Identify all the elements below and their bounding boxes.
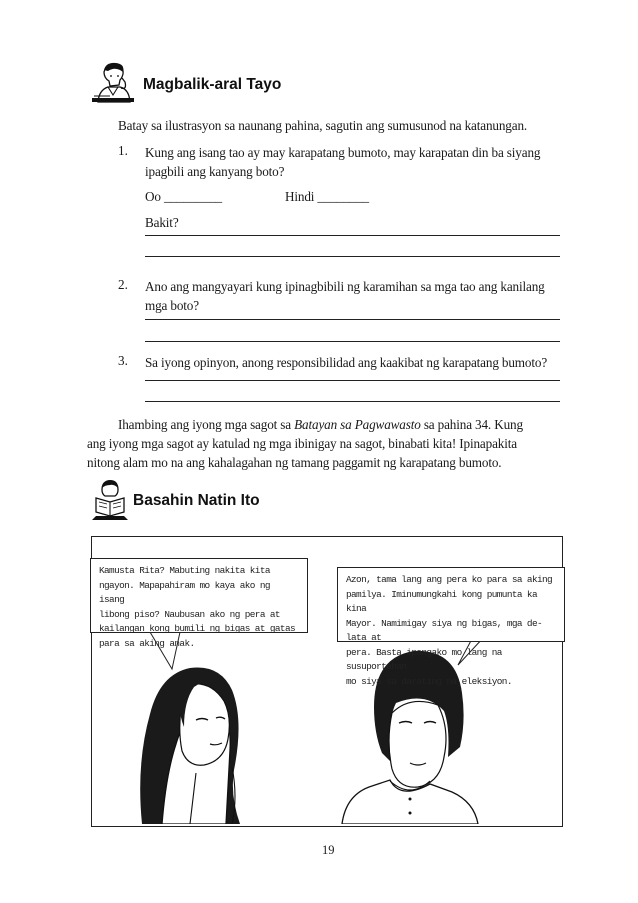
answer-line-q1-1[interactable] (145, 235, 560, 236)
question-2-line-1: Ano ang mangyayari kung ipinagbibili ng karamihan sa mga tao ang kanilang (145, 279, 545, 294)
question-1-number: 1. (118, 143, 128, 158)
hindi-answer-blank[interactable]: Hindi ________ (285, 189, 369, 204)
speech-bubble-left: Kamusta Rita? Mabuting nakita kita ngayon. Mapapahiram mo kaya ako ng isang libong piso? Naubusan ako ng pera at kailangan kong bumili ng bigas at gatas para sa aking anak. (90, 558, 308, 633)
page-number: 19 (322, 843, 335, 857)
closing-line-1 (118, 415, 523, 434)
answer-key-reference: Batayan sa Pagwawasto (294, 417, 421, 432)
thinking-person-icon (90, 58, 136, 104)
question-3-line-1: Sa iyong opinyon, anong responsibilidad ang kaakibat ng karapatang bumoto? (145, 355, 548, 370)
closing-line-3: nitong alam mo na ang kahalagahan ng tamang paggamit ng karapatang bumoto. (87, 455, 502, 470)
closing-line-1-pre: Ihambing ang iyong mga sagot sa (118, 417, 295, 432)
answer-line-q3-2[interactable] (145, 401, 560, 402)
bakit-label: Bakit? (145, 215, 179, 230)
answer-line-q2-1[interactable] (145, 319, 560, 320)
closing-line-2: ang iyong mga sagot ay katulad ng mga ibinigay na sagot, binabati kita! Ipinapakita (87, 436, 517, 451)
answer-line-q3-1[interactable] (145, 380, 560, 381)
answer-line-q2-2[interactable] (145, 341, 560, 342)
question-2-line-2: mga boto? (145, 298, 199, 313)
question-1-line-1: Kung ang isang tao ay may karapatang bumoto, may karapatan din ba siyang (145, 145, 541, 160)
question-2-number: 2. (118, 277, 128, 292)
intro-text: Batay sa ilustrasyon sa naunang pahina, sagutin ang sumusunod na katanungan. (118, 118, 528, 133)
closing-line-1-post: sa pahina 34. Kung (420, 417, 523, 432)
question-1-line-2: ipagbili ang kanyang boto? (145, 164, 285, 179)
answer-line-q1-2[interactable] (145, 256, 560, 257)
section-title-magbalik-aral: Magbalik-aral Tayo (143, 76, 282, 93)
woman-azon-figure (140, 667, 240, 824)
question-3-number: 3. (118, 353, 128, 368)
reading-person-icon (90, 478, 130, 522)
speech-bubble-right: Azon, tama lang ang pera ko para sa aking pamilya. Iminumungkahi kong pumunta ka kina Mayor. Namimigay siya ng bigas, mga de-lata at pera. Basta ipangako mo lang na susuportahan mo siya sa darating na eleksiyon. (337, 567, 565, 642)
section-title-basahin: Basahin Natin Ito (133, 492, 260, 509)
oo-answer-blank[interactable]: Oo _________ (145, 189, 222, 204)
